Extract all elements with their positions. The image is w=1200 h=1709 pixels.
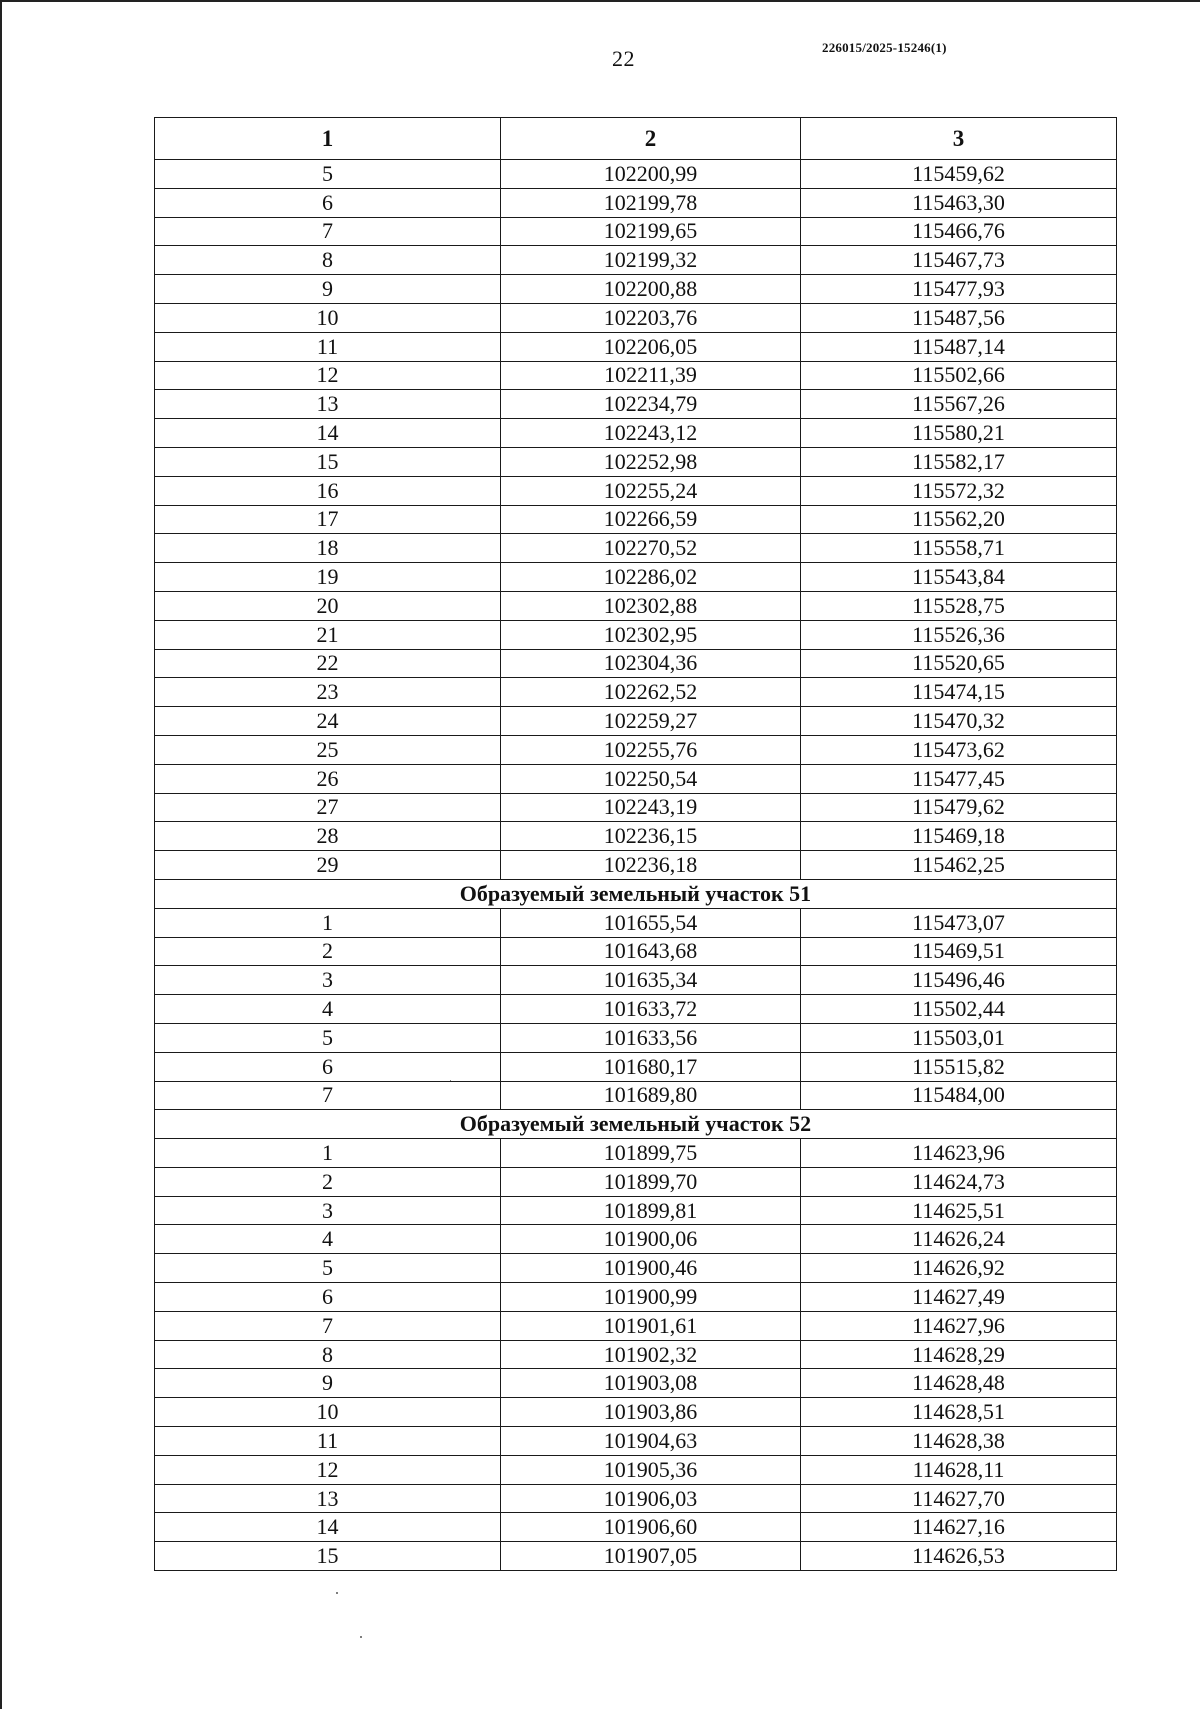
y-coordinate-cell: 115580,21 (801, 419, 1117, 448)
y-coordinate-cell: 115582,17 (801, 447, 1117, 476)
y-coordinate-cell: 115477,93 (801, 275, 1117, 304)
table-header-row (155, 118, 1117, 160)
point-number-cell: 4 (155, 995, 501, 1024)
point-number-cell: 23 (155, 678, 501, 707)
point-number-cell: 15 (155, 447, 501, 476)
table-row (155, 160, 1117, 189)
y-coordinate-cell: 114627,49 (801, 1283, 1117, 1312)
y-coordinate-cell: 115469,18 (801, 822, 1117, 851)
x-coordinate-cell: 101905,36 (501, 1455, 801, 1484)
point-number-cell: 18 (155, 534, 501, 563)
table-row (155, 1023, 1117, 1052)
table-row (155, 476, 1117, 505)
x-coordinate-cell: 101635,34 (501, 966, 801, 995)
x-coordinate-cell: 101899,70 (501, 1167, 801, 1196)
point-number-cell: 15 (155, 1542, 501, 1571)
column-header-1: 1 (155, 118, 501, 160)
y-coordinate-cell: 115567,26 (801, 390, 1117, 419)
x-coordinate-cell: 102270,52 (501, 534, 801, 563)
x-coordinate-cell: 101907,05 (501, 1542, 801, 1571)
point-number-cell: 8 (155, 1340, 501, 1369)
table-row (155, 1340, 1117, 1369)
y-coordinate-cell: 115543,84 (801, 563, 1117, 592)
point-number-cell: 14 (155, 1513, 501, 1542)
x-coordinate-cell: 102250,54 (501, 764, 801, 793)
x-coordinate-cell: 102252,98 (501, 447, 801, 476)
point-number-cell: 19 (155, 563, 501, 592)
section-title: Образуемый земельный участок 52 (155, 1110, 1117, 1139)
table-row (155, 1081, 1117, 1110)
x-coordinate-cell: 102206,05 (501, 332, 801, 361)
table-row (155, 419, 1117, 448)
x-coordinate-cell: 101689,80 (501, 1081, 801, 1110)
x-coordinate-cell: 102304,36 (501, 649, 801, 678)
point-number-cell: 21 (155, 620, 501, 649)
y-coordinate-cell: 115515,82 (801, 1052, 1117, 1081)
section-title: Образуемый земельный участок 51 (155, 879, 1117, 908)
point-number-cell: 8 (155, 246, 501, 275)
x-coordinate-cell: 102255,24 (501, 476, 801, 505)
y-coordinate-cell: 114628,51 (801, 1398, 1117, 1427)
section-header-row (155, 879, 1117, 908)
x-coordinate-cell: 101904,63 (501, 1427, 801, 1456)
table-row (155, 1513, 1117, 1542)
table-row (155, 851, 1117, 880)
column-header-2: 2 (501, 118, 801, 160)
x-coordinate-cell: 102243,19 (501, 793, 801, 822)
table-row (155, 1196, 1117, 1225)
table-row (155, 735, 1117, 764)
x-coordinate-cell: 102236,18 (501, 851, 801, 880)
table-row (155, 188, 1117, 217)
x-coordinate-cell: 102199,65 (501, 217, 801, 246)
y-coordinate-cell: 114628,29 (801, 1340, 1117, 1369)
point-number-cell: 24 (155, 707, 501, 736)
table-row (155, 275, 1117, 304)
table-row (155, 764, 1117, 793)
point-number-cell: 16 (155, 476, 501, 505)
x-coordinate-cell: 102259,27 (501, 707, 801, 736)
y-coordinate-cell: 115473,07 (801, 908, 1117, 937)
point-number-cell: 13 (155, 390, 501, 419)
point-number-cell: 22 (155, 649, 501, 678)
x-coordinate-cell: 102302,88 (501, 591, 801, 620)
point-number-cell: 11 (155, 332, 501, 361)
table-row (155, 1484, 1117, 1513)
table-row (155, 1427, 1117, 1456)
table-row (155, 822, 1117, 851)
point-number-cell: 3 (155, 966, 501, 995)
x-coordinate-cell: 102199,32 (501, 246, 801, 275)
table-row (155, 707, 1117, 736)
table-row (155, 246, 1117, 275)
x-coordinate-cell: 102211,39 (501, 361, 801, 390)
y-coordinate-cell: 115558,71 (801, 534, 1117, 563)
y-coordinate-cell: 115528,75 (801, 591, 1117, 620)
table-row (155, 1225, 1117, 1254)
x-coordinate-cell: 101902,32 (501, 1340, 801, 1369)
y-coordinate-cell: 114624,73 (801, 1167, 1117, 1196)
y-coordinate-cell: 115477,45 (801, 764, 1117, 793)
x-coordinate-cell: 101900,46 (501, 1254, 801, 1283)
y-coordinate-cell: 115502,44 (801, 995, 1117, 1024)
table-row (155, 534, 1117, 563)
y-coordinate-cell: 115562,20 (801, 505, 1117, 534)
point-number-cell: 29 (155, 851, 501, 880)
table-row (155, 217, 1117, 246)
point-number-cell: 12 (155, 1455, 501, 1484)
x-coordinate-cell: 101903,86 (501, 1398, 801, 1427)
x-coordinate-cell: 102236,15 (501, 822, 801, 851)
point-number-cell: 1 (155, 1139, 501, 1168)
y-coordinate-cell: 114627,16 (801, 1513, 1117, 1542)
y-coordinate-cell: 114628,48 (801, 1369, 1117, 1398)
point-number-cell: 13 (155, 1484, 501, 1513)
point-number-cell: 5 (155, 160, 501, 189)
x-coordinate-cell: 101903,08 (501, 1369, 801, 1398)
x-coordinate-cell: 101900,06 (501, 1225, 801, 1254)
x-coordinate-cell: 102200,99 (501, 160, 801, 189)
table-row (155, 332, 1117, 361)
y-coordinate-cell: 114627,70 (801, 1484, 1117, 1513)
x-coordinate-cell: 101900,99 (501, 1283, 801, 1312)
scan-speck (336, 1592, 338, 1594)
table-row (155, 678, 1117, 707)
x-coordinate-cell: 102243,12 (501, 419, 801, 448)
point-number-cell: 9 (155, 275, 501, 304)
y-coordinate-cell: 114628,38 (801, 1427, 1117, 1456)
y-coordinate-cell: 114623,96 (801, 1139, 1117, 1168)
y-coordinate-cell: 115572,32 (801, 476, 1117, 505)
point-number-cell: 6 (155, 1283, 501, 1312)
page-number: 22 (612, 46, 635, 71)
table-row (155, 361, 1117, 390)
section-header-row (155, 1110, 1117, 1139)
coordinates-table (154, 117, 1117, 1571)
y-coordinate-cell: 115473,62 (801, 735, 1117, 764)
point-number-cell: 27 (155, 793, 501, 822)
y-coordinate-cell: 115526,36 (801, 620, 1117, 649)
y-coordinate-cell: 115502,66 (801, 361, 1117, 390)
point-number-cell: 7 (155, 1081, 501, 1110)
x-coordinate-cell: 102266,59 (501, 505, 801, 534)
table-row (155, 591, 1117, 620)
point-number-cell: 12 (155, 361, 501, 390)
table-row (155, 620, 1117, 649)
point-number-cell: 2 (155, 1167, 501, 1196)
point-number-cell: 7 (155, 217, 501, 246)
point-number-cell: 20 (155, 591, 501, 620)
x-coordinate-cell: 102203,76 (501, 303, 801, 332)
table-row (155, 1398, 1117, 1427)
column-header-3: 3 (801, 118, 1117, 160)
x-coordinate-cell: 102199,78 (501, 188, 801, 217)
y-coordinate-cell: 114626,92 (801, 1254, 1117, 1283)
y-coordinate-cell: 114628,11 (801, 1455, 1117, 1484)
y-coordinate-cell: 115520,65 (801, 649, 1117, 678)
table-row (155, 1311, 1117, 1340)
point-number-cell: 2 (155, 937, 501, 966)
point-number-cell: 11 (155, 1427, 501, 1456)
table-row (155, 1052, 1117, 1081)
table-row (155, 1254, 1117, 1283)
x-coordinate-cell: 101906,60 (501, 1513, 801, 1542)
y-coordinate-cell: 114626,24 (801, 1225, 1117, 1254)
table-row (155, 505, 1117, 534)
point-number-cell: 5 (155, 1254, 501, 1283)
table-row (155, 937, 1117, 966)
y-coordinate-cell: 115466,76 (801, 217, 1117, 246)
x-coordinate-cell: 101901,61 (501, 1311, 801, 1340)
point-number-cell: 5 (155, 1023, 501, 1052)
page-edge-left (0, 0, 2, 1709)
x-coordinate-cell: 101899,81 (501, 1196, 801, 1225)
point-number-cell: 4 (155, 1225, 501, 1254)
x-coordinate-cell: 101899,75 (501, 1139, 801, 1168)
point-number-cell: 3 (155, 1196, 501, 1225)
point-number-cell: 10 (155, 1398, 501, 1427)
table-row (155, 390, 1117, 419)
y-coordinate-cell: 114626,53 (801, 1542, 1117, 1571)
point-number-cell: 10 (155, 303, 501, 332)
y-coordinate-cell: 114627,96 (801, 1311, 1117, 1340)
x-coordinate-cell: 102234,79 (501, 390, 801, 419)
y-coordinate-cell: 115463,30 (801, 188, 1117, 217)
y-coordinate-cell: 115467,73 (801, 246, 1117, 275)
table-row (155, 1455, 1117, 1484)
coordinates-table-body (155, 118, 1117, 1571)
point-number-cell: 25 (155, 735, 501, 764)
x-coordinate-cell: 102302,95 (501, 620, 801, 649)
y-coordinate-cell: 114625,51 (801, 1196, 1117, 1225)
point-number-cell: 1 (155, 908, 501, 937)
table-row (155, 1167, 1117, 1196)
table-row (155, 303, 1117, 332)
table-row (155, 995, 1117, 1024)
document-id: 226015/2025-15246(1) (822, 40, 947, 55)
y-coordinate-cell: 115503,01 (801, 1023, 1117, 1052)
scan-speck (450, 1080, 451, 1081)
y-coordinate-cell: 115470,32 (801, 707, 1117, 736)
x-coordinate-cell: 102262,52 (501, 678, 801, 707)
x-coordinate-cell: 102286,02 (501, 563, 801, 592)
y-coordinate-cell: 115487,14 (801, 332, 1117, 361)
y-coordinate-cell: 115474,15 (801, 678, 1117, 707)
table-row (155, 563, 1117, 592)
y-coordinate-cell: 115469,51 (801, 937, 1117, 966)
y-coordinate-cell: 115479,62 (801, 793, 1117, 822)
point-number-cell: 6 (155, 1052, 501, 1081)
point-number-cell: 9 (155, 1369, 501, 1398)
point-number-cell: 14 (155, 419, 501, 448)
table-row (155, 793, 1117, 822)
table-row (155, 1542, 1117, 1571)
y-coordinate-cell: 115496,46 (801, 966, 1117, 995)
x-coordinate-cell: 101633,72 (501, 995, 801, 1024)
x-coordinate-cell: 101655,54 (501, 908, 801, 937)
x-coordinate-cell: 101643,68 (501, 937, 801, 966)
table-row (155, 1139, 1117, 1168)
table-row (155, 649, 1117, 678)
table-row (155, 1283, 1117, 1312)
x-coordinate-cell: 101906,03 (501, 1484, 801, 1513)
table-row (155, 1369, 1117, 1398)
scan-speck (360, 1636, 362, 1638)
y-coordinate-cell: 115487,56 (801, 303, 1117, 332)
point-number-cell: 17 (155, 505, 501, 534)
page-edge-top (0, 0, 1200, 2)
point-number-cell: 6 (155, 188, 501, 217)
x-coordinate-cell: 102200,88 (501, 275, 801, 304)
table-row (155, 966, 1117, 995)
y-coordinate-cell: 115462,25 (801, 851, 1117, 880)
table-row (155, 447, 1117, 476)
point-number-cell: 28 (155, 822, 501, 851)
point-number-cell: 26 (155, 764, 501, 793)
x-coordinate-cell: 102255,76 (501, 735, 801, 764)
table-row (155, 908, 1117, 937)
x-coordinate-cell: 101680,17 (501, 1052, 801, 1081)
y-coordinate-cell: 115484,00 (801, 1081, 1117, 1110)
point-number-cell: 7 (155, 1311, 501, 1340)
x-coordinate-cell: 101633,56 (501, 1023, 801, 1052)
y-coordinate-cell: 115459,62 (801, 160, 1117, 189)
